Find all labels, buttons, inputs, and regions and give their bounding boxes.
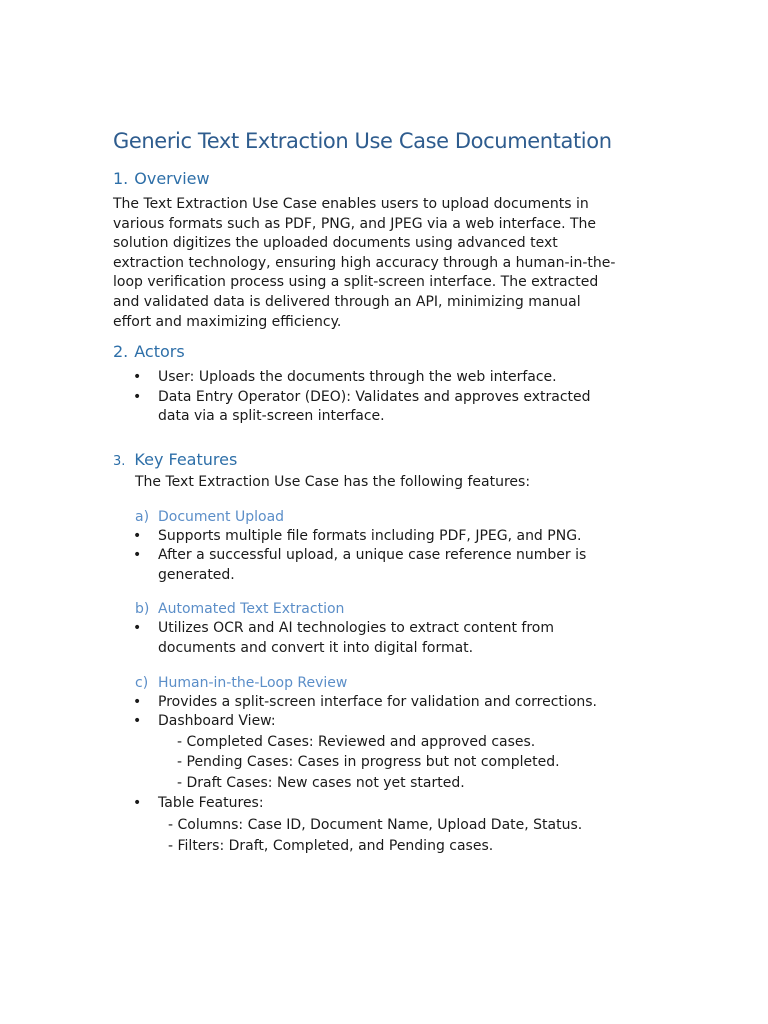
list-item-text: documents and convert it into digital format. bbox=[158, 639, 474, 656]
list-item-text: • Supports multiple file formats including PDF, JPEG, and PNG. bbox=[158, 527, 582, 544]
list-item-text: • Dashboard View: bbox=[158, 713, 276, 730]
list-item-text: generated. bbox=[158, 566, 235, 583]
list-item bbox=[113, 693, 658, 713]
list-item bbox=[113, 527, 658, 547]
feature-b-title: Automated Text Extraction bbox=[158, 601, 345, 618]
actors-heading-text: Actors bbox=[134, 342, 185, 362]
table-columns: - Columns: Case ID, Document Name, Upload Date, Status. bbox=[168, 817, 583, 834]
overview-line: loop verification process using a split-screen interface. The extracted bbox=[113, 274, 599, 291]
features-heading bbox=[113, 449, 658, 473]
feature-a-letter: a) bbox=[135, 508, 150, 525]
overview-paragraph bbox=[113, 195, 658, 332]
list-item-text: • Data Entry Operator (DEO): Validates and approves extracted bbox=[158, 388, 591, 405]
feature-c-list bbox=[113, 693, 658, 732]
list-item bbox=[113, 712, 658, 732]
overview-line: solution digitizes the uploaded documents using advanced text bbox=[113, 235, 558, 252]
list-item bbox=[113, 368, 658, 388]
list-item-text: • After a successful upload, a unique case reference number is bbox=[158, 547, 587, 564]
overview-line: various formats such as PDF, PNG, and JPEG via a web interface. The bbox=[113, 215, 597, 232]
feature-a-title: Document Upload bbox=[158, 508, 285, 525]
overview-heading bbox=[113, 168, 658, 190]
feature-c-list-2 bbox=[113, 794, 658, 814]
overview-line: effort and maximizing efficiency. bbox=[113, 313, 342, 330]
feature-c-title: Human-in-the-Loop Review bbox=[158, 674, 348, 691]
list-item-text: data via a split-screen interface. bbox=[158, 408, 385, 425]
actors-list bbox=[113, 368, 658, 427]
document-title: Generic Text Extraction Use Case Documentation bbox=[113, 129, 612, 153]
feature-b-letter: b) bbox=[135, 601, 150, 618]
feature-c-letter: c) bbox=[135, 674, 149, 691]
overview-heading-text: Overview bbox=[134, 169, 210, 188]
overview-line: The Text Extraction Use Case enables users to upload documents in bbox=[113, 196, 589, 212]
overview-number: 1. bbox=[113, 169, 129, 188]
dashboard-completed: - Completed Cases: Reviewed and approved cases. bbox=[177, 733, 536, 750]
feature-a-heading bbox=[135, 507, 658, 527]
feature-b-list bbox=[113, 619, 658, 658]
list-item bbox=[113, 794, 658, 814]
list-item-text: • Utilizes OCR and AI technologies to extract content from bbox=[158, 620, 554, 637]
list-item-text: • Table Features: bbox=[158, 795, 264, 812]
actors-number: 2. bbox=[113, 342, 129, 362]
table-filters: - Filters: Draft, Completed, and Pending cases. bbox=[168, 837, 494, 854]
list-item-text: • Provides a split-screen interface for validation and corrections. bbox=[158, 693, 597, 710]
features-heading-text: Key Features bbox=[134, 449, 238, 469]
features-number: 3. bbox=[113, 453, 126, 469]
list-item bbox=[113, 619, 658, 658]
actors-heading bbox=[113, 341, 658, 363]
dashboard-draft: - Draft Cases: New cases not yet started. bbox=[177, 774, 465, 791]
dashboard-pending: - Pending Cases: Cases in progress but not completed. bbox=[177, 754, 560, 771]
overview-line: extraction technology, ensuring high accuracy through a human-in-the- bbox=[113, 254, 616, 271]
list-item bbox=[113, 388, 658, 427]
overview-line: and validated data is delivered through an API, minimizing manual bbox=[113, 293, 581, 310]
list-item bbox=[113, 546, 658, 585]
document-page bbox=[113, 126, 658, 856]
feature-a-list bbox=[113, 527, 658, 586]
features-intro: The Text Extraction Use Case has the following features: bbox=[135, 473, 531, 490]
list-item-text: • User: Uploads the documents through the web interface. bbox=[158, 369, 557, 386]
feature-b-heading bbox=[135, 599, 658, 619]
feature-c-heading bbox=[135, 673, 658, 693]
